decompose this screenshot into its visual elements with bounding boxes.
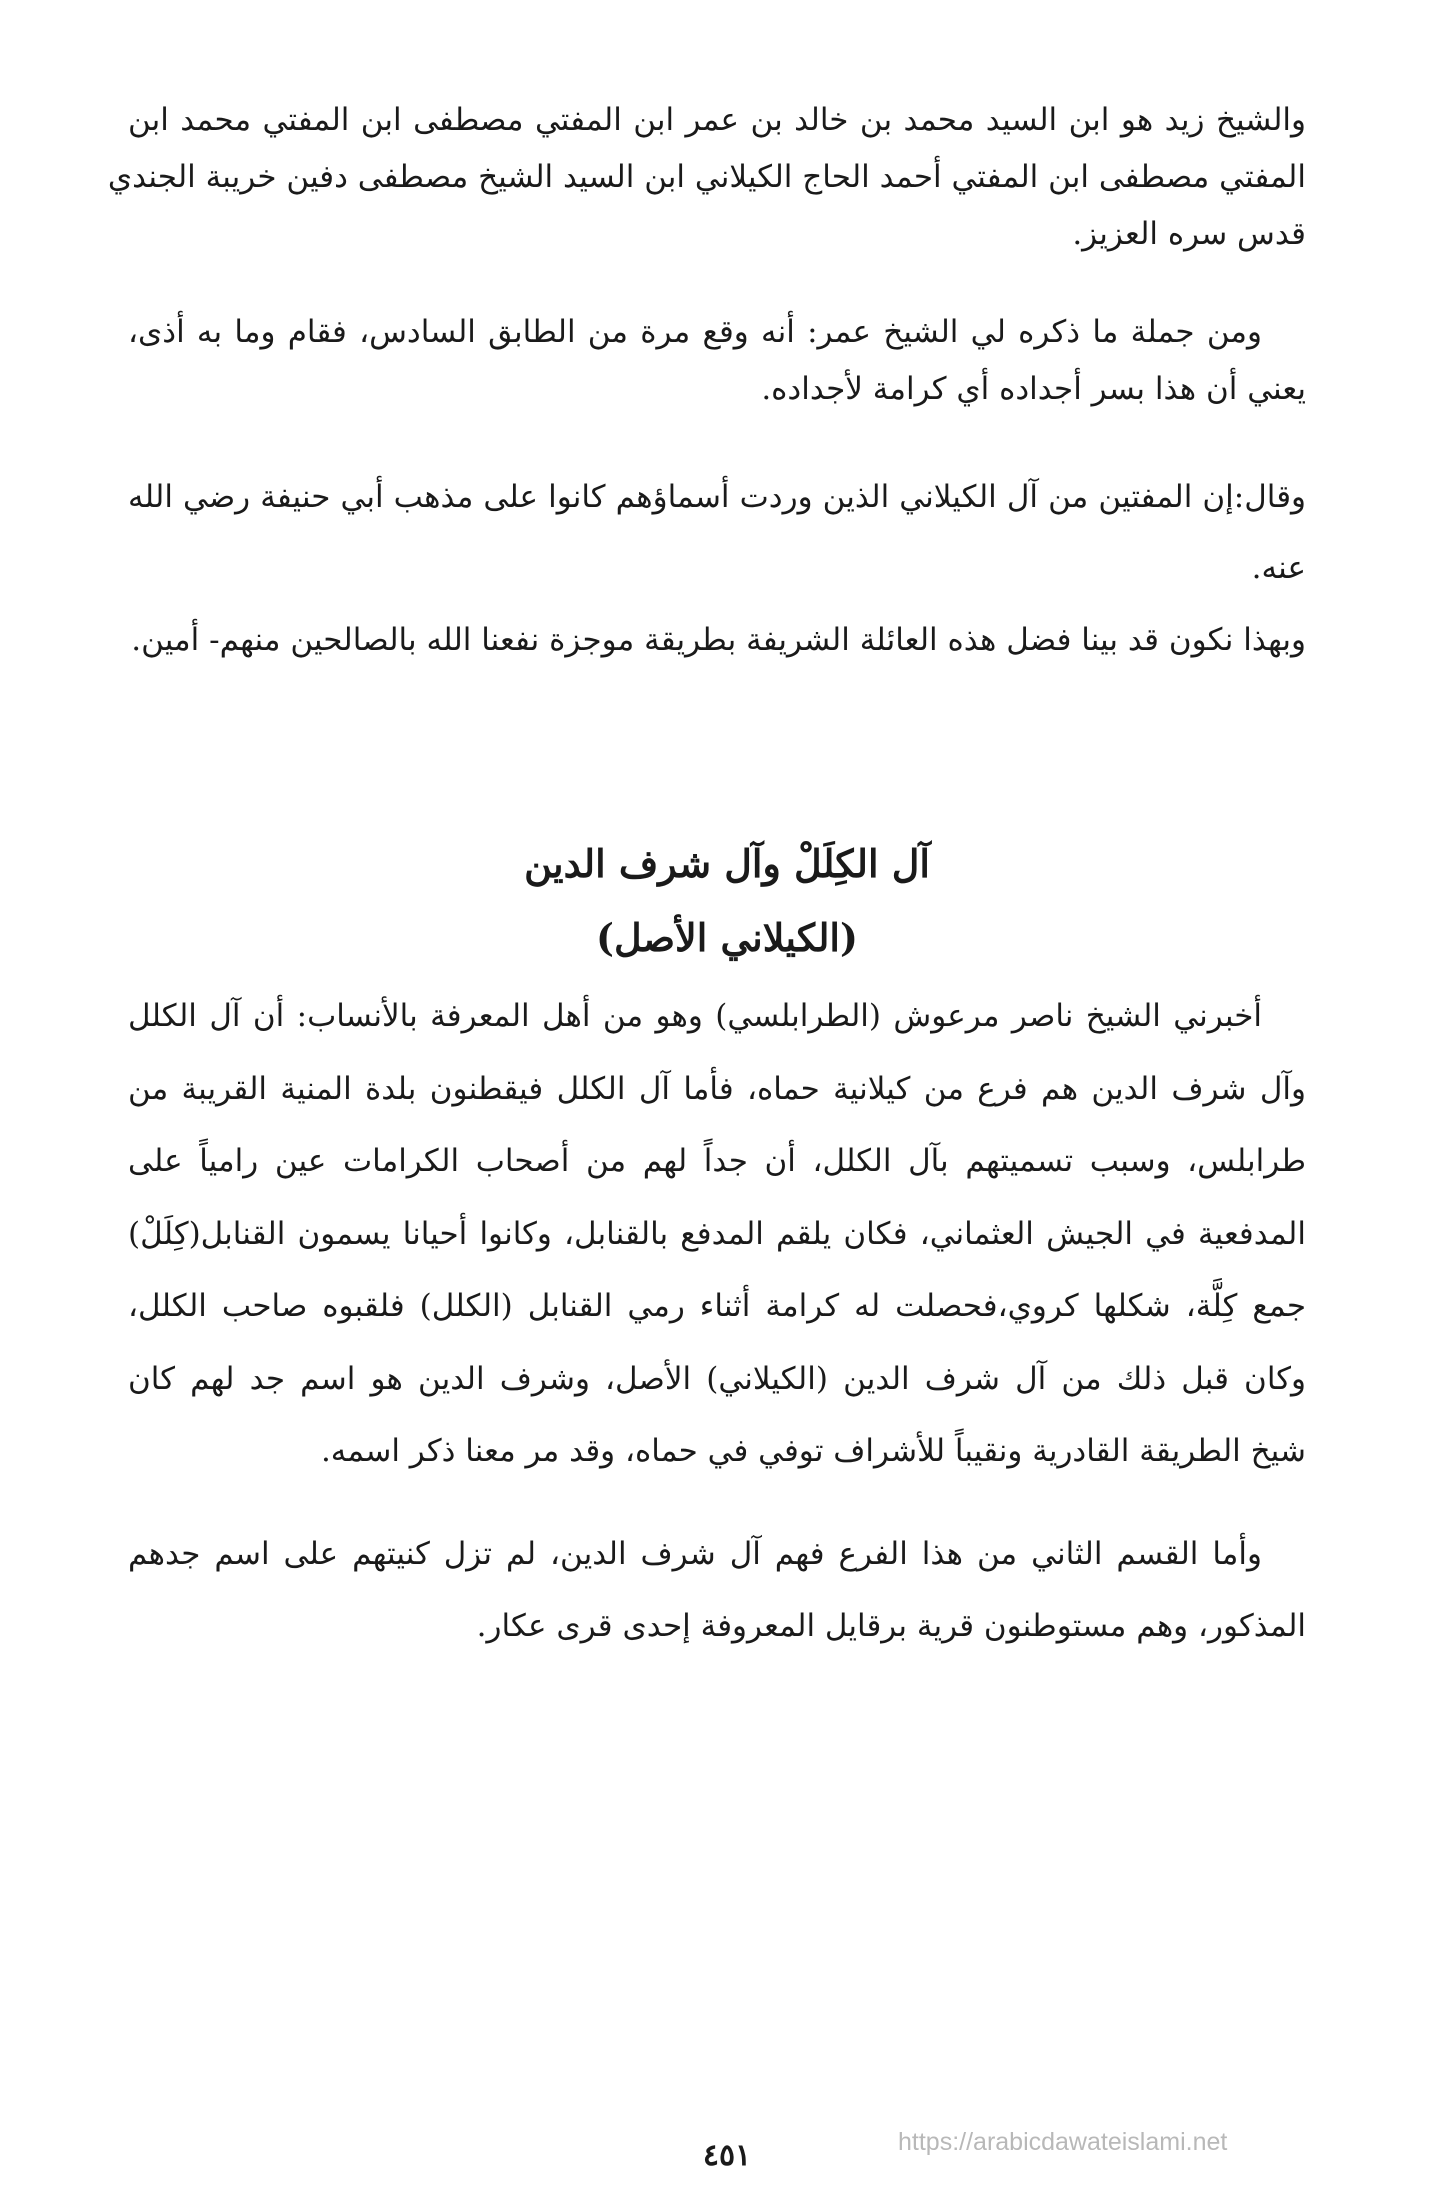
text-line: وأما القسم الثاني من هذا الفرع فهم آل شرف الدين، لم تزل كنيتهم على اسم جدهم: [128, 1536, 1262, 1572]
paragraph-muftis: [128, 462, 1306, 604]
text-line: وآل شرف الدين هم فرع من كيلانية حماه، فأما آل الكلل فيقطنون بلدة المنية القريبة من: [128, 1070, 1306, 1107]
paragraph-kilal-origin: [128, 980, 1306, 1488]
page-number: ٤٥١: [702, 2138, 752, 2173]
paragraph-anecdote: [128, 304, 1306, 418]
text-line: يعني أن هذا بسر أجداده أي كرامة لأجداده.: [761, 371, 1306, 407]
text-line: شيخ الطريقة القادرية ونقيباً للأشراف توفي في حماه، وقد مر معنا ذكر اسمه.: [320, 1433, 1306, 1469]
paragraph-conclusion: [128, 612, 1306, 669]
paragraph-lineage: [107, 92, 1306, 263]
text-line: ومن جملة ما ذكره لي الشيخ عمر: أنه وقع مرة من الطابق السادس، فقام وما به أذى،: [128, 314, 1262, 350]
text-line: أخبرني الشيخ ناصر مرعوش (الطرابلسي) وهو من أهل المعرفة بالأنساب: أن آل الكلل: [128, 998, 1262, 1034]
text-line: المذكور، وهم مستوطنون قرية برقايل المعروفة إحدى قرى عكار.: [476, 1608, 1306, 1644]
text-line: المفتي مصطفى ابن المفتي أحمد الحاج الكيلاني ابن السيد الشيخ مصطفى دفين خريبة الجندي: [107, 159, 1306, 195]
text-line: والشيخ زيد هو ابن السيد محمد بن خالد بن عمر ابن المفتي مصطفى ابن المفتي محمد ابن: [128, 102, 1306, 138]
section-subtitle: (الكيلاني الأصل): [596, 915, 858, 960]
paragraph-sharaf-aldin: [128, 1518, 1306, 1662]
text-line: جمع كِلَّة، شكلها كروي،فحصلت له كرامة أثناء رمي القنابل (الكلل) فلقبوه صاحب الكلل،: [128, 1288, 1306, 1324]
text-line: وكان قبل ذلك من آل شرف الدين (الكيلاني) الأصل، وشرف الدين هو اسم جد لهم كان: [128, 1360, 1306, 1397]
section-title: آل الكِلَلْ وآل شرف الدين: [524, 841, 930, 886]
text-line: وبهذا نكون قد بينا فضل هذه العائلة الشريفة بطريقة موجزة نفعنا الله بالصالحين منهم- أمين.: [131, 622, 1306, 658]
watermark-url: https://arabicdawateislami.net: [898, 2128, 1228, 2156]
text-line: المدفعية في الجيش العثماني، فكان يلقم المدفع بالقنابل، وكانوا أحيانا يسمون القنابل(كِلَلْ): [128, 1215, 1306, 1252]
text-line: عنه.: [1251, 550, 1306, 586]
text-line: وقال:إن المفتين من آل الكيلاني الذين وردت أسماؤهم كانوا على مذهب أبي حنيفة رضي الله: [128, 479, 1306, 515]
text-line: طرابلس، وسبب تسميتهم بآل الكلل، أن جداً لهم من أصحاب الكرامات عين رامياً على: [128, 1143, 1306, 1179]
text-line: قدس سره العزيز.: [1072, 216, 1306, 252]
